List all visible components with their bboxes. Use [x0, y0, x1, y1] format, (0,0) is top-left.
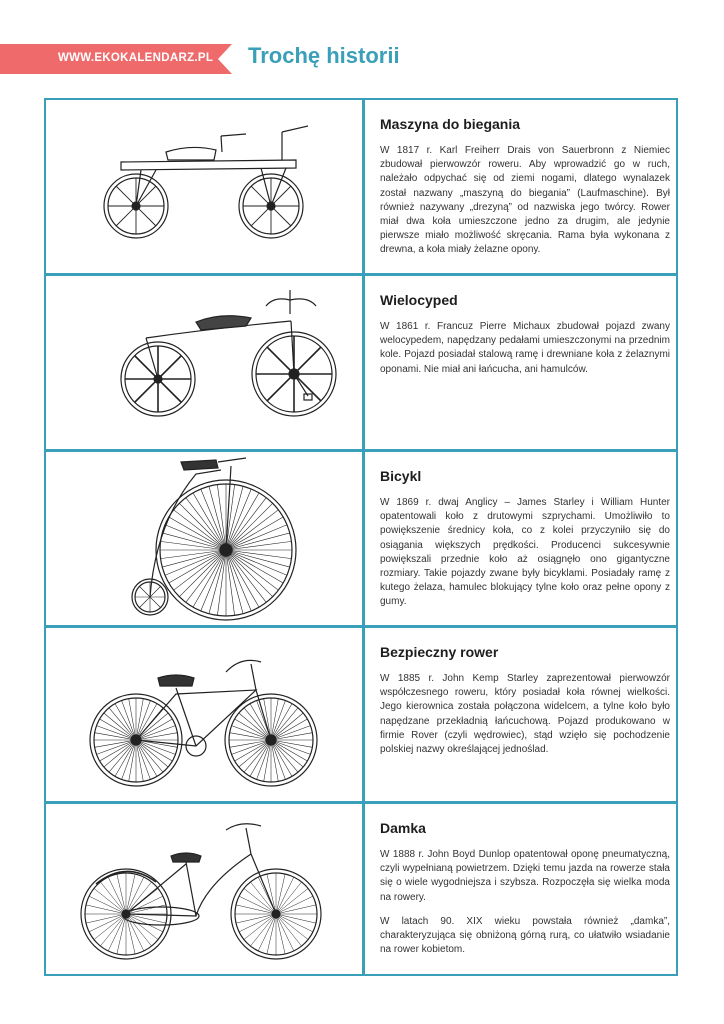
entry-text: W 1885 r. John Kemp Starley zaprezentował pierwowzór współczesnego roweru, który posiadał koła równej wielkości. Jego kierownica została połączona widelcem, a tylne koło było napędzane przekładnią łańcuchową. Pojazd produkowano w firmie Rover (czyli wędrowiec), stąd wzięło się pochodzenie polskiej nazwy określającej jednoślad.: [380, 673, 670, 756]
draisine-illustration: [46, 100, 362, 273]
column-divider: [362, 100, 365, 974]
site-banner: [0, 44, 232, 74]
entry-title: Bicykl: [380, 468, 422, 484]
entry-velocipede: [380, 292, 670, 387]
page-title: Trochę historii: [248, 43, 400, 68]
penny-farthing-illustration: [46, 452, 362, 625]
entry-text: W latach 90. XIX wieku powstała również „damka”, charakteryzująca się obniżoną górną rurą, co ułatwiło wsiadanie na rower kobietom.: [380, 915, 670, 956]
entry-ladies-bicycle: [380, 820, 670, 967]
entry-text: W 1817 r. Karl Freiherr Drais von Sauerbronn z Niemiec zbudował pierwowzór roweru. Aby wprowadzić go w ruch, należało odpychać się od ziemi nogami, dlatego wynalazek został nazwany „maszyną do biegania” (Laufmaschine). Był również nazywany „drezyną” od nazwiska jego twórcy. Rower miał dwa koła umieszczone jedno za drugim, ale jedynie pierwsze miało możliwość skręcania. Rama była wykonana z drewna, a koła miały żelazne opony.: [380, 145, 670, 256]
entry-draisine: [380, 116, 670, 268]
entry-text: W 1861 r. Francuz Pierre Michaux zbudował pojazd zwany welocypedem, napędzany pedałami umieszczonymi na przednim kole. Pojazd posiadał stalową ramę i drewniane koła z żelaznymi oponami. Nie miał ani łańcucha, ani hamulców.: [380, 321, 670, 375]
site-url[interactable]: WWW.EKOKALENDARZ.PL: [58, 52, 214, 64]
entry-penny-farthing: [380, 468, 670, 620]
entry-title: Maszyna do biegania: [380, 116, 521, 132]
entry-safety-bicycle: [380, 644, 670, 767]
entry-title: Damka: [380, 820, 426, 836]
history-grid: [44, 98, 678, 976]
entry-title: Bezpieczny rower: [380, 644, 499, 660]
velocipede-illustration: [46, 276, 362, 449]
entry-text: W 1869 r. dwaj Anglicy – James Starley i William Hunter opatentowali koło z drutowymi szprychami. Umożliwiło to powiększenie średnicy koła, co z kolei przyczyniło się do osiągania większych prędkości. Producenci sukcesywnie powiększali przednie koło aż osiągnęło ono gigantyczne rozmiary. Takie pojazdy zwane były bicyklami. Posiadały ramę z kutego żelaza, hamulec blokujący tylne koło oraz pełne opony z gumy.: [380, 497, 670, 608]
entry-title: Wielocyped: [380, 292, 458, 308]
ladies-bicycle-illustration: [46, 804, 362, 976]
entry-text: W 1888 r. John Boyd Dunlop opatentował oponę pneumatyczną, czyli wypełnianą powietrzem. Dzięki temu jazda na rowerze stała się o wiele wygodniejsza i szybsza. Rozpoczęła się wielka moda na rowery.: [380, 849, 670, 903]
safety-bicycle-illustration: [46, 628, 362, 801]
